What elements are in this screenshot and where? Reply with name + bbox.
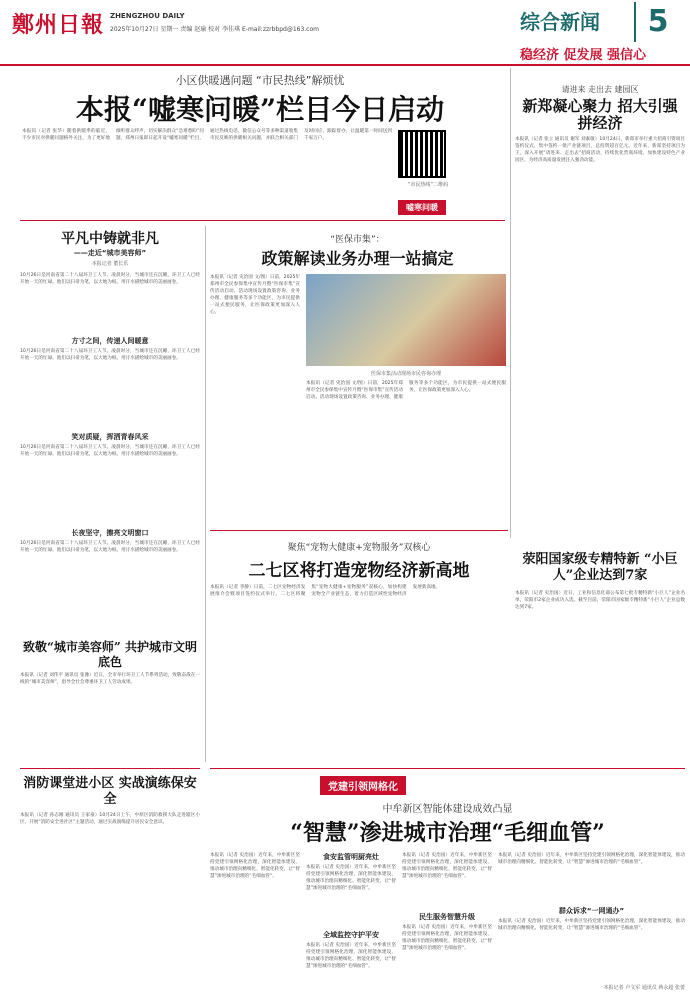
masthead xyxy=(0,0,690,66)
slogan: 稳经济 促发展 强信心 xyxy=(520,48,647,63)
lead-divider xyxy=(20,220,505,221)
right-headline: 新郑凝心聚力 招大引强拼经济 xyxy=(522,97,678,132)
qr-caption: “市民热线”二维码 xyxy=(407,182,449,188)
lead-body: 本报讯（记者 张华）随着供暖季的临近，不少市民对供暖问题格外关注。为了更好地倾听群众呼声，切实解决群众“急难愁盼”问题，郑州日报即日起开设“嘘寒问暖”栏目，通过热线电话、微信公众号等多种渠道收集市民反映的供暖相关问题，并联合相关部门及时回应、跟踪督办，让温暖第一时间送到千家万户。 xyxy=(22,129,392,141)
column-tag: 嘘寒问暖 xyxy=(398,200,446,215)
campus-divider xyxy=(20,768,200,769)
pet-kicker: 聚焦“宠物大健康+宠物服务”双核心 xyxy=(287,543,431,553)
medical-photo xyxy=(306,274,506,366)
left-col-divider xyxy=(205,226,206,762)
party-sub4: 群众诉求“一网通办” xyxy=(558,907,625,915)
quote-body: 本报讯（记者 刘伟平 通讯员 张豫）近日，全市举行环卫工人节系列活动，致敬奋战在一线的“城市美容师”，倡导全社会尊重环卫工人劳动成果。 xyxy=(20,673,200,685)
party-tag: 党建引领网格化 xyxy=(320,776,406,795)
pet-divider xyxy=(210,530,508,531)
party-body-sub3b: 本报讯（记者 史治国）近年来，中牟新区坚持党建引领网格化治理，深化智能体建设，推动城市治理向精细化、智能化转变，让“智慧”渗进城市治理的“毛细血管”。 xyxy=(402,925,492,951)
specialized-headline: 荥阳国家级专精特新 “小巨人”企业达到7家 xyxy=(522,552,678,583)
left-headline: 平凡中铸就非凡 xyxy=(61,231,159,247)
party-body-sub1: 本报讯（记者 史治国）近年来，中牟新区坚持党建引领网格化治理，深化智能体建设，推动城市治理向精细化、智能化转变，让“智慧”渗进城市治理的“毛细血管”。 xyxy=(306,865,396,891)
party-sub2: 全域监控守护平安 xyxy=(323,931,379,939)
party-divider xyxy=(210,768,685,769)
medical-kicker: “医保市集”： xyxy=(330,235,385,245)
medical-body-cont: 本报讯（记者 史治国 文/图）日前，2025年郑州市全民参保集中宣传月暨“医保市集”宣传活动启动。活动现场设置政策咨询、业务办理、健康服务等多个功能区，为市民提供一站式便民服务，让医保政策更加深入人心。 xyxy=(306,381,506,400)
qr-block xyxy=(398,130,458,188)
campus-headline: 消防课堂进小区 实战演练保安全 xyxy=(23,776,197,807)
right-col-divider xyxy=(510,68,511,538)
left-body2: 10月26日是河南省第二十八届环卫工人节。凌晨时分，当城市还在沉睡，环卫工人已经开始一天的忙碌。他们以扫帚为笔，以大地为纸，用汗水描绘城市的美丽画卷。 xyxy=(20,349,200,361)
right-kicker: 请进来 走出去 建园区 xyxy=(561,85,639,94)
party-body-sub3: 本报讯（记者 史治国）近年来，中牟新区坚持党建引领网格化治理，深化智能体建设，推动城市治理向精细化、智能化转变，让“智慧”渗进城市治理的“毛细血管”。 xyxy=(402,853,492,879)
section-name: 综合新闻 xyxy=(520,10,600,34)
party-headline: “智慧”渗进城市治理“毛细血管” xyxy=(290,820,605,846)
left-subhead: ——走近“城市美容师” xyxy=(73,249,147,257)
left-section1: 方寸之间，传递人间暖意 xyxy=(71,337,149,345)
party-byline: 本报记者 卢文军 通讯员 蒋永超 张蕾 xyxy=(603,985,685,991)
party-sub3: 民生服务智慧升级 xyxy=(419,913,475,921)
party-body-sub4: 本报讯（记者 史治国）近年来，中牟新区坚持党建引领网格化治理，深化智能体建设，推动城市治理向精细化、智能化转变，让“智慧”渗进城市治理的“毛细血管”。 xyxy=(498,919,685,931)
party-kicker: 中牟新区智能体建设成效凸显 xyxy=(382,804,513,815)
party-body-sub4a: 本报讯（记者 史治国）近年来，中牟新区坚持党建引领网格化治理，深化智能体建设，推动城市治理向精细化、智能化转变，让“智慧”渗进城市治理的“毛细血管”。 xyxy=(498,853,685,865)
medical-photo-caption: 医保市集活动现场市民咨询办理 xyxy=(370,371,441,377)
pet-body: 本报讯（记者 李静）日前，二七区宠物经济发展推介会暨项目签约仪式举行。二七区将聚焦“宠物大健康+宠物服务”双核心，加快构建宠物全产业链生态，着力打造区域性宠物经济发展新高地。 xyxy=(210,585,441,597)
left-body: 10月26日是河南省第二十八届环卫工人节。凌晨时分，当城市还在沉睡，环卫工人已经开始一天的忙碌。他们以扫帚为笔，以大地为纸，用汗水描绘城市的美丽画卷。 xyxy=(20,273,200,285)
left-section3: 长夜坚守，擦亮文明窗口 xyxy=(71,529,149,537)
english-name: ZHENGZHOU DAILY xyxy=(110,12,185,20)
left-section2: 笑对质疑，挥洒青春风采 xyxy=(71,433,149,441)
left-byline: 本报记者 董长乐 xyxy=(91,261,129,267)
left-body4: 10月26日是河南省第二十八届环卫工人节。凌晨时分，当城市还在沉睡，环卫工人已经开始一天的忙碌。他们以扫帚为笔，以大地为纸，用汗水描绘城市的美丽画卷。 xyxy=(20,541,200,553)
party-body-sub2: 本报讯（记者 史治国）近年来，中牟新区坚持党建引领网格化治理，深化智能体建设，推动城市治理向精细化、智能化转变，让“智慧”渗进城市治理的“毛细血管”。 xyxy=(306,943,396,969)
party-body: 本报讯（记者 史治国）近年来，中牟新区坚持党建引领网格化治理，深化智能体建设，推动城市治理向精细化、智能化转变，让“智慧”渗进城市治理的“毛细血管”。 xyxy=(210,853,300,879)
left-body3: 10月26日是河南省第二十八届环卫工人节。凌晨时分，当城市还在沉睡，环卫工人已经开始一天的忙碌。他们以扫帚为笔，以大地为纸，用汗水描绘城市的美丽画卷。 xyxy=(20,445,200,457)
medical-headline: 政策解读业务办理一站搞定 xyxy=(261,249,454,268)
lead-headline: 本报“嘘寒问暖”栏目今日启动 xyxy=(75,93,445,126)
campus-body: 本报讯（记者 孙志刚 通讯员 王家豪）10月24日上午，中原区消防救援大队走进辖区小区，开展“消防安全进社区”主题活动，通过实战演练提升居民安全意识。 xyxy=(20,813,200,825)
quote-headline: 致敬“城市美容师” 共护城市文明底色 xyxy=(23,640,197,669)
right-body: 本报讯（记者 张立 通讯员 谢军 刘素敏）10月24日，新郑市举行重大招商引资项目签约仪式，集中签约一批产业链项目，总投资超百亿元。近年来，新郑坚持项目为王，深入开展“请进来、走出去”招商活动，持续优化营商环境，加快建设特色产业园区，为经济高质量发展注入强劲动能。 xyxy=(515,137,685,163)
dateline: 2025年10月27日 星期一 责编 赵瑜 校对 李佳琪 E-mail:zzrbbpd@163.com xyxy=(110,26,319,33)
lead-kicker: 小区供暖遇问题 “市民热线”解烦忧 xyxy=(175,74,345,87)
pet-headline: 二七区将打造宠物经济新高地 xyxy=(248,561,470,581)
qr-code-icon xyxy=(398,130,446,178)
newspaper-logo: 鄭州日報 xyxy=(12,12,105,38)
specialized-body: 本报讯（记者 史治国）近日，工业和信息化部公布第七批专精特新“小巨人”企业名单，荥阳市2家企业成功入选。截至目前，荥阳市国家级专精特新“小巨人”企业总数达到7家。 xyxy=(515,591,685,610)
party-sub1: 食安监管明厨亮灶 xyxy=(323,853,379,861)
medical-body: 本报讯（记者 史治国 文/图）日前，2025年郑州市全民参保集中宣传月暨“医保市集”宣传活动启动。活动现场设置政策咨询、业务办理、健康服务等多个功能区，为市民提供一站式便民服务，让医保政策更加深入人心。 xyxy=(210,275,300,315)
page-number: 5 xyxy=(634,2,680,42)
